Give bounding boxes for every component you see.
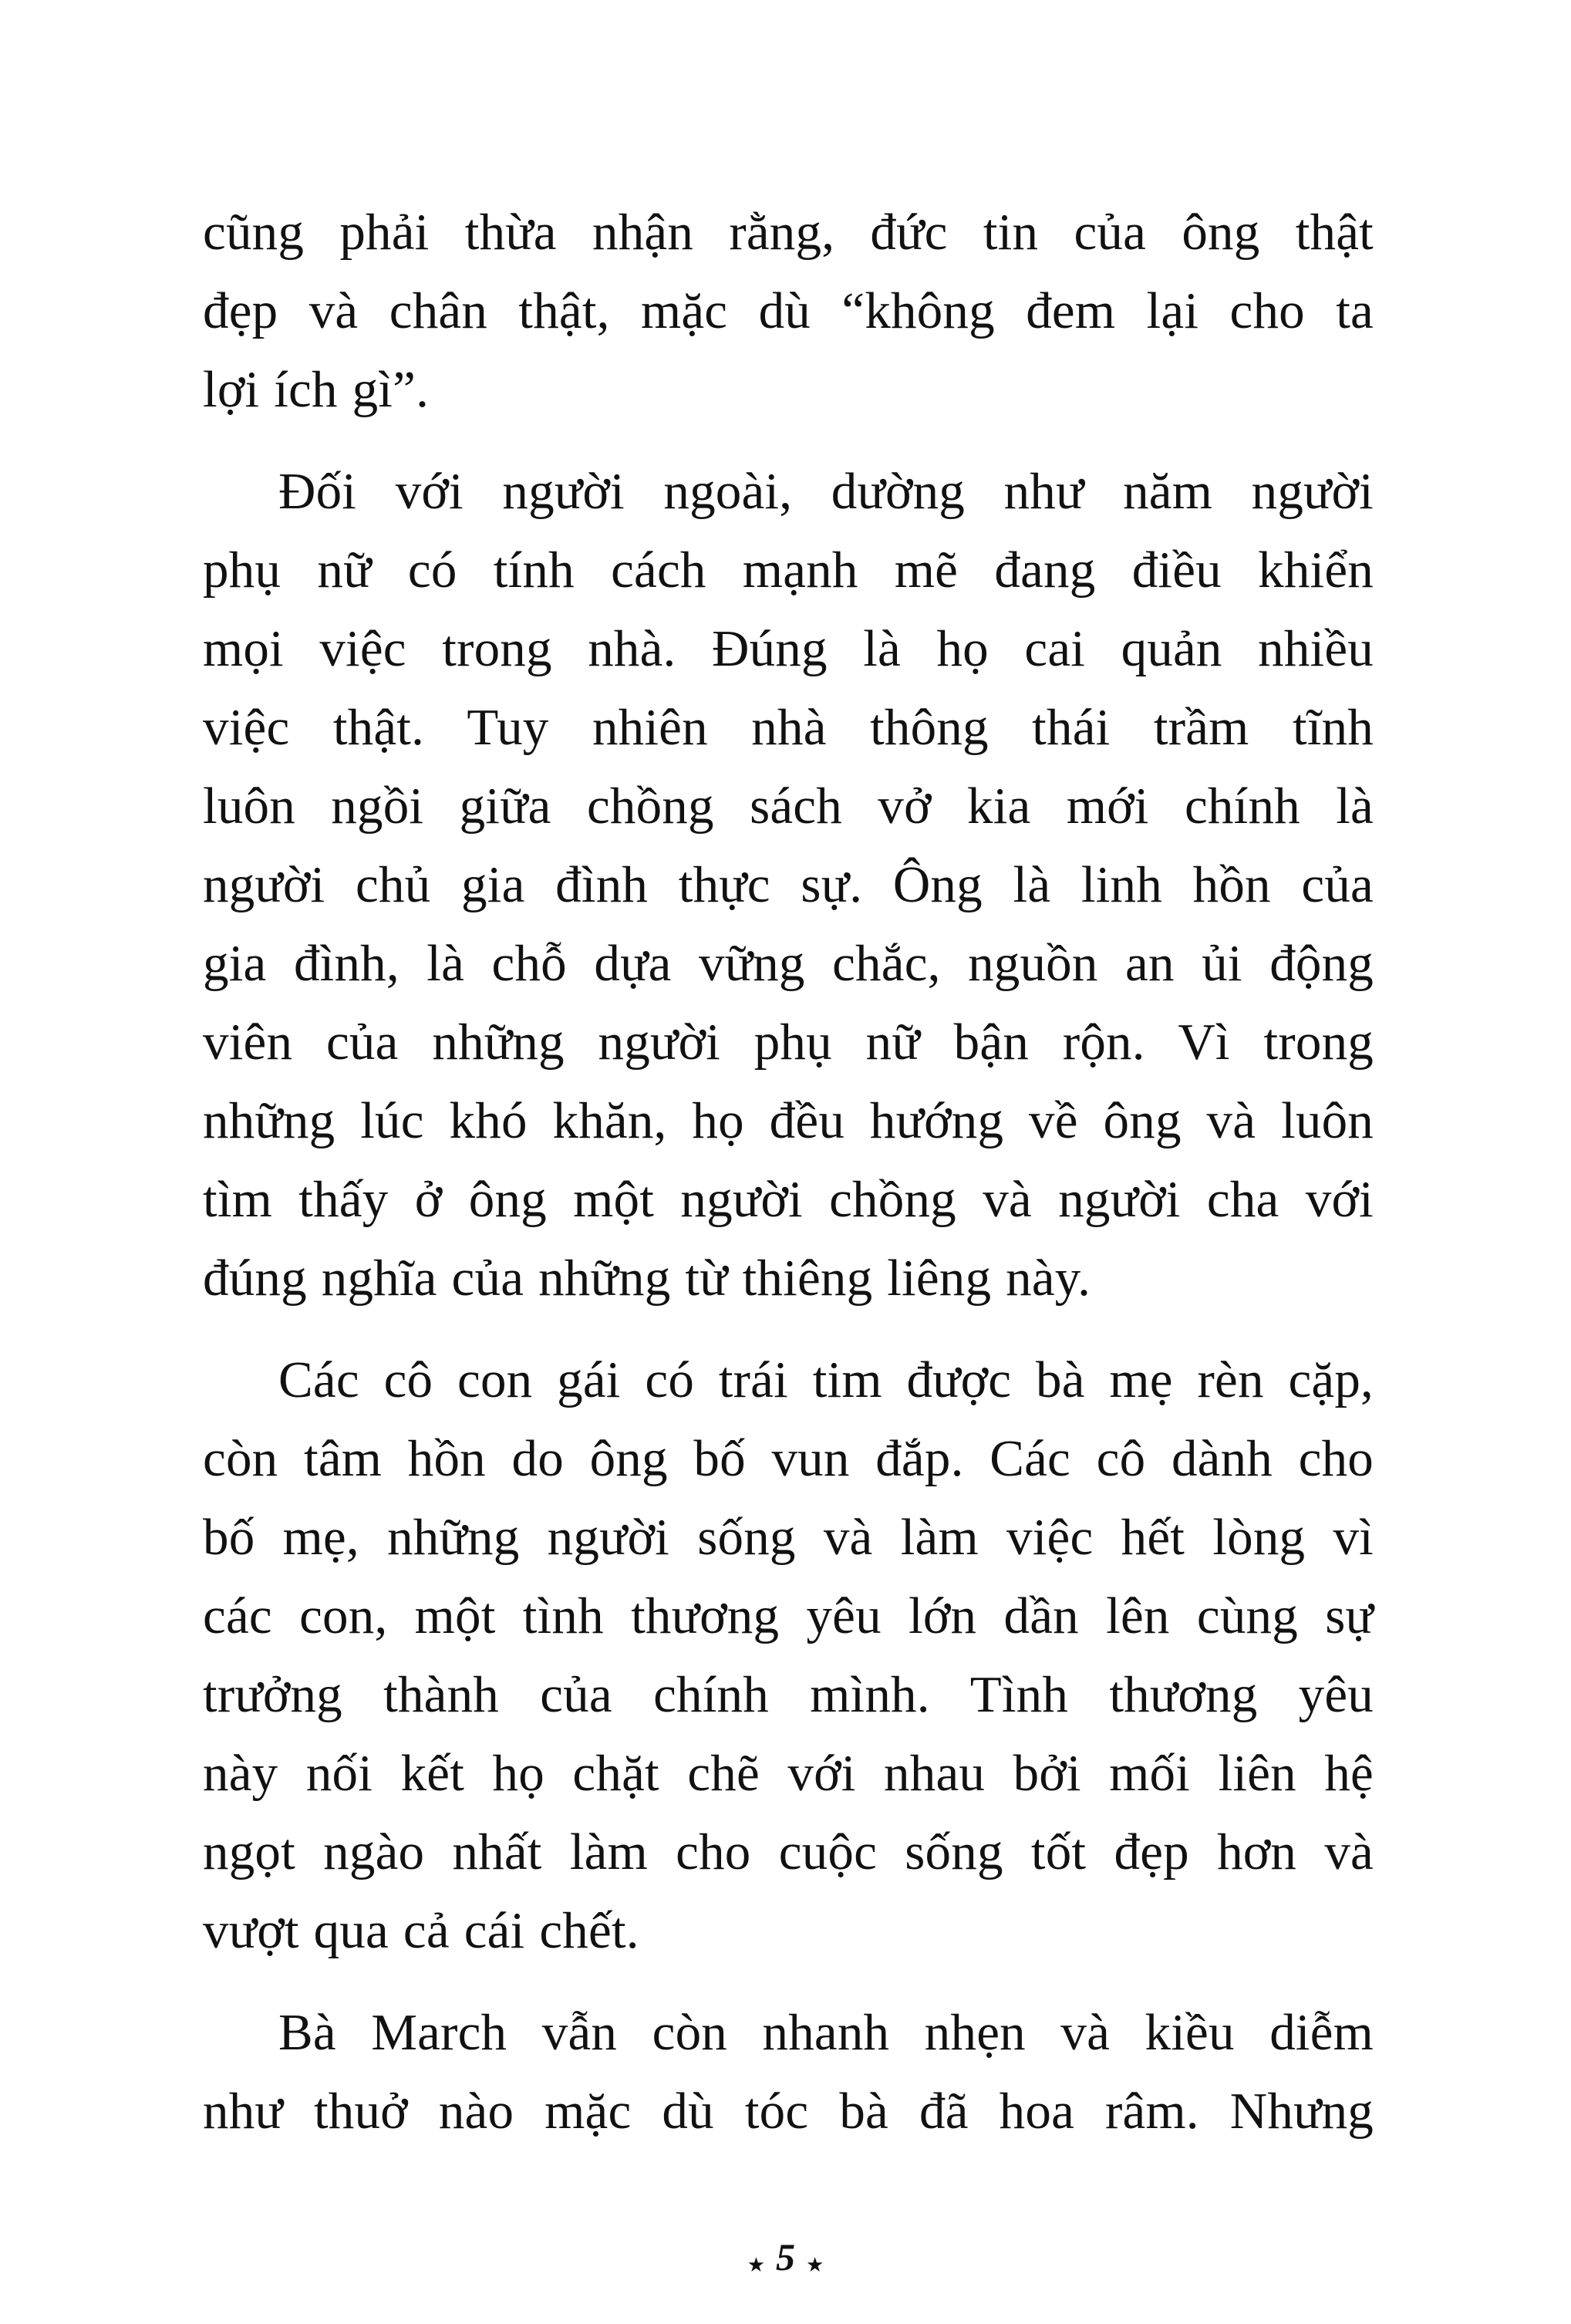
text-line: trưởng thành của chính mình. Tình thương yêu — [203, 1666, 1374, 1723]
text-line: ngọt ngào nhất làm cho cuộc sống tốt đẹp hơn và — [203, 1823, 1374, 1880]
text-line: vượt qua cả cái chết. — [203, 1902, 639, 1959]
text-line: này nối kết họ chặt chẽ với nhau bởi mối liên hệ — [203, 1745, 1374, 1802]
paragraph-1 — [203, 193, 1374, 429]
text-line: gia đình, là chỗ dựa vững chắc, nguồn an ủi động — [203, 935, 1374, 992]
text-line: phụ nữ có tính cách mạnh mẽ đang điều khiển — [203, 541, 1374, 599]
paragraph-2 — [203, 452, 1374, 1317]
text-line: còn tâm hồn do ông bố vun đắp. Các cô dành cho — [203, 1430, 1374, 1487]
text-line: mọi việc trong nhà. Đúng là họ cai quản nhiều — [203, 620, 1374, 677]
text-line: những lúc khó khăn, họ đều hướng về ông và luôn — [203, 1092, 1374, 1149]
text-line: các con, một tình thương yêu lớn dần lên cùng sự — [203, 1587, 1374, 1644]
paragraph-3 — [203, 1341, 1374, 1970]
text-line: việc thật. Tuy nhiên nhà thông thái trầm tĩnh — [203, 699, 1374, 756]
text-line: tìm thấy ở ông một người chồng và người cha với — [203, 1171, 1374, 1228]
body-text — [203, 193, 1374, 2174]
text-line: như thuở nào mặc dù tóc bà đã hoa râm. Nhưng — [203, 2083, 1374, 2140]
text-line: viên của những người phụ nữ bận rộn. Vì trong — [203, 1014, 1374, 1071]
text-line: Các cô con gái có trái tim được bà mẹ rèn cặp, — [278, 1351, 1374, 1408]
text-line: cũng phải thừa nhận rằng, đức tin của ông thật — [203, 204, 1374, 261]
text-line: đẹp và chân thật, mặc dù “không đem lại cho ta — [203, 282, 1374, 339]
text-line: lợi ích gì”. — [203, 361, 430, 418]
text-line: Đối với người ngoài, dường như năm người — [278, 463, 1374, 520]
star-ornament-icon: ★ — [747, 2254, 765, 2276]
text-line: Bà March vẫn còn nhanh nhẹn và kiều diễm — [278, 2004, 1374, 2061]
text-line: đúng nghĩa của những từ thiêng liêng này. — [203, 1250, 1091, 1307]
star-ornament-icon: ★ — [806, 2254, 824, 2276]
page-number-value: 5 — [776, 2235, 795, 2278]
text-line: bố mẹ, những người sống và làm việc hết lòng vì — [203, 1509, 1374, 1566]
text-line: luôn ngồi giữa chồng sách vở kia mới chính là — [203, 777, 1374, 835]
text-line: người chủ gia đình thực sự. Ông là linh hồn của — [203, 856, 1374, 913]
page-number — [0, 2234, 1571, 2289]
paragraph-4 — [203, 1993, 1374, 2150]
